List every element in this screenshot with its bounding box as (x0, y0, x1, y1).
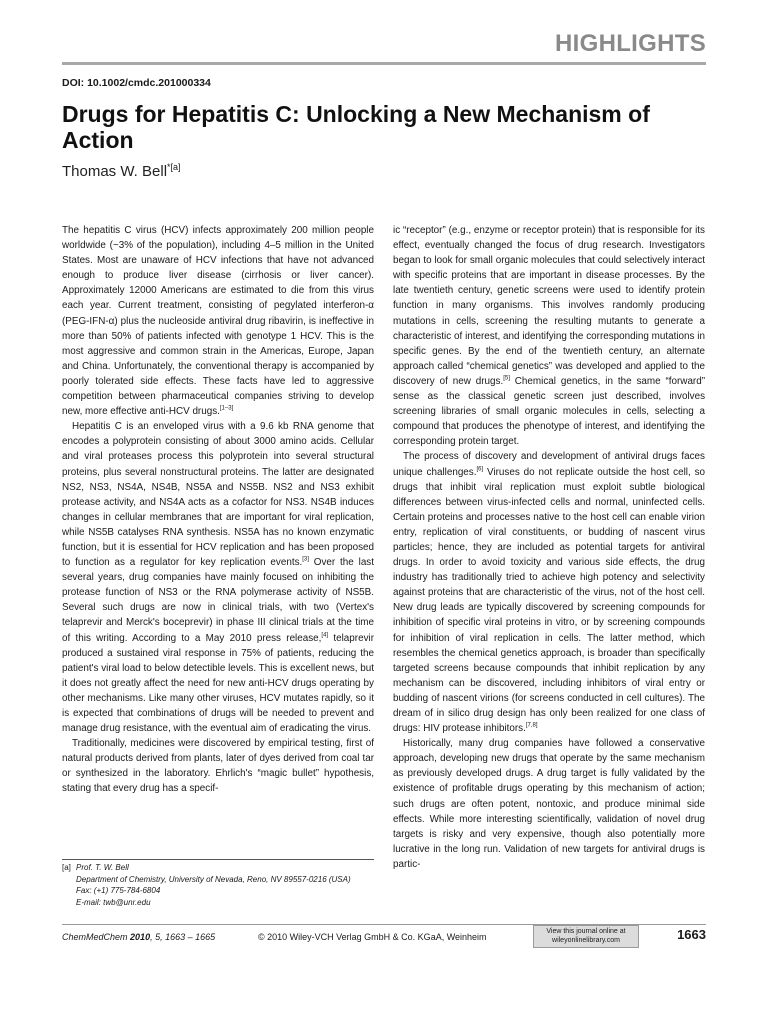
online-box-url[interactable]: wileyonlinelibrary.com (552, 937, 620, 944)
footnote-name: Prof. T. W. Bell (76, 863, 129, 872)
footnote-department: Department of Chemistry, University of Nevada, Reno, NV 89557-0216 (USA) (76, 874, 351, 884)
article-title: Drugs for Hepatitis C: Unlocking a New Mechanism of Action (62, 101, 650, 153)
paragraph: Historically, many drug companies have followed a conservative approach, developing new drugs that operate by the same mechanism as previously developed drugs. A drug target is fully validated by the existence of profitable drugs operating by this mechanism of action; such drugs are often potent, nontoxic, and produce minimal side effects. While more interesting scientifically, validation of novel drug targets is risky and very expensive, though also potentially more lucrative in the long run. Validation of new targets for antiviral drugs is partic- (393, 738, 705, 870)
footnote-fax: Fax: (+1) 775-784-6804 (76, 886, 161, 895)
paragraph: Traditionally, medicines were discovered by empirical testing, first of natural products derived from plants, later of dyes derived from coal tar or synthesized in the laboratory. Ehrlich's “magic bullet” hypothesis, stating that every drug has a specif- (62, 738, 374, 795)
online-box-line1: View this journal online at (546, 928, 626, 935)
author-line (62, 162, 181, 180)
copyright: © 2010 Wiley-VCH Verlag GmbH & Co. KGaA, Weinheim (258, 932, 487, 942)
footnote-rule (62, 859, 374, 860)
author-name: Thomas W. Bell (62, 163, 168, 180)
paragraph: The process of discovery and development of antiviral drugs faces unique challenges.[6] Viruses do not replicate outside the host cell, so drugs that inhibit viral replication must exploit subtle biological differences between virus-infected cells and normal, uninfected cells. Certain proteins and processes native to the host cell can enable virion entry, replication of viral constituents, or budding of nascent virus particles; hence, they are included as potential targets for antiviral drugs. In order to avoid toxicity and various side effects, the drug industry has traditionally tried to achieve high potency and selectivity against proteins that are characteristic of the virus, not of the host cell. New drug leads are typically discovered by screening compounds for inhibition of specific viral proteins in vitro, or by screening compounds for inhibition of viral replication in cells. The latter method, which resembles the chemical genetics approach, is broader than specifically targeted screens because compounds that inhibit replication by any mechanism can be discovered, including inhibitors of viral entry or budding of nascent virions (for screens conducted in cell cultures). The dream of in silico drug design has only been realized for one class of drugs: HIV protease inhibitors.[7,8] (393, 451, 705, 735)
affiliation-footnote (62, 862, 374, 908)
page-number: 1663 (677, 927, 706, 942)
footnote-email[interactable]: E-mail: twb@unr.edu (76, 897, 151, 907)
journal-citation (62, 932, 215, 942)
paragraph: The hepatitis C virus (HCV) infects approximately 200 million people worldwide (~3% of the population), including 4–5 million in the United States. Most are unaware of HCV infections that have not advanced enough to produce liver disease (cirrhosis or liver cancer). Approximately 12000 Americans are estimated to die from this virus each year. Current treatment, consisting of pegylated interferon-α (PEG-IFN-α) plus the nucleoside antiviral drug ribavirin, is ineffective in more than 50% of patients infected with genotype 1 HCV. This is the most aggressive and common strain in the Americas, Europe, Japan and China. Unfortunately, the conventional therapy is accompanied by poorly tolerated side effects. These facts have led to aggressive competition between pharmaceutical companies striving to develop new, more effective anti-HCV drugs.[1–3] (62, 225, 374, 418)
body-column-right (393, 223, 705, 872)
online-journal-box[interactable] (533, 925, 639, 948)
citation-ref[interactable]: [4] (321, 632, 329, 639)
citation-ref[interactable]: [3] (302, 556, 309, 563)
paragraph: Hepatitis C is an enveloped virus with a 9.6 kb RNA genome that encodes a polyprotein consisting of about 3000 amino acids. Cellular and viral proteases process this polyprotein into several structural proteins, plus several nonstructural proteins. The latter are designated NS2, NS3, NS4A, NS4B, NS5A and NS5B. NS2 and NS3 exhibit protease activity, and NS4A acts as a cofactor for NS3. NS4B induces changes in cellular membranes that are important for viral replication, while NS5B catalyses RNA synthesis. NS5A has no known enzymatic function, but it is essential for HCV replication and has been proposed to function as a regulator for key replication events.[3] Over the last several years, drug companies have mainly focused on inhibiting the protease function of NS3 or the RNA polymerase activity of NS5B. Several such drugs are now in clinical trials, with two (Vertex's telaprevir and Merck's boceprevir) in phase III clinical trials at the time of this writing. According to a May 2010 press release,[4] telaprevir produced a sustained viral response in 75% of patients, reducing the patient's viral load to below detectible levels. This is excellent news, but it does not greatly affect the need for new anti-HCV drugs operating by other mechanisms. Like many other viruses, HCV mutates rapidly, so it is expected that combinations of drugs will be needed to prevent and manage drug resistance, with the eventual aim of eradicating the virus. (62, 421, 374, 735)
citation-ref[interactable]: [5] (503, 375, 510, 382)
header-rule (62, 62, 706, 65)
journal-volume-pages: , 5, 1663 – 1665 (150, 932, 216, 942)
citation-ref[interactable]: [6] (476, 466, 484, 473)
section-label: HIGHLIGHTS (555, 30, 706, 57)
journal-name: ChemMedChem (62, 932, 128, 942)
paragraph: ic “receptor” (e.g., enzyme or receptor protein) that is responsible for its effect, eventually changed the focus of drug research. Investigators began to look for small organic molecules that could selectively interact with specific proteins that are important in disease processes. By the late twentieth century, genetic screens were used to identify protein function in many organisms. This involves randomly producing mutations in cells, screening the resulting mutants to generate a characteristic of interest, and identifying the corresponding mutations in specific genes. By the end of the twentieth century, an alternate approach called “chemical genetics” was developed and applied to the discovery of new drugs.[5] Chemical genetics, in the same “forward” sense as the classical genetic screen just described, involves screening libraries of small organic molecules in cells, selecting a compound that produces the phenotype of interest, and identifying the corresponding protein target. (393, 225, 706, 448)
journal-year: 2010 (130, 932, 151, 942)
author-affiliation-mark: *[a] (167, 162, 181, 172)
citation-ref[interactable]: [1–3] (219, 405, 234, 412)
body-column-left (62, 223, 374, 797)
footnote-mark: [a] (62, 863, 71, 872)
doi[interactable]: DOI: 10.1002/cmdc.201000334 (62, 77, 211, 89)
citation-ref[interactable]: [7,8] (525, 722, 538, 729)
